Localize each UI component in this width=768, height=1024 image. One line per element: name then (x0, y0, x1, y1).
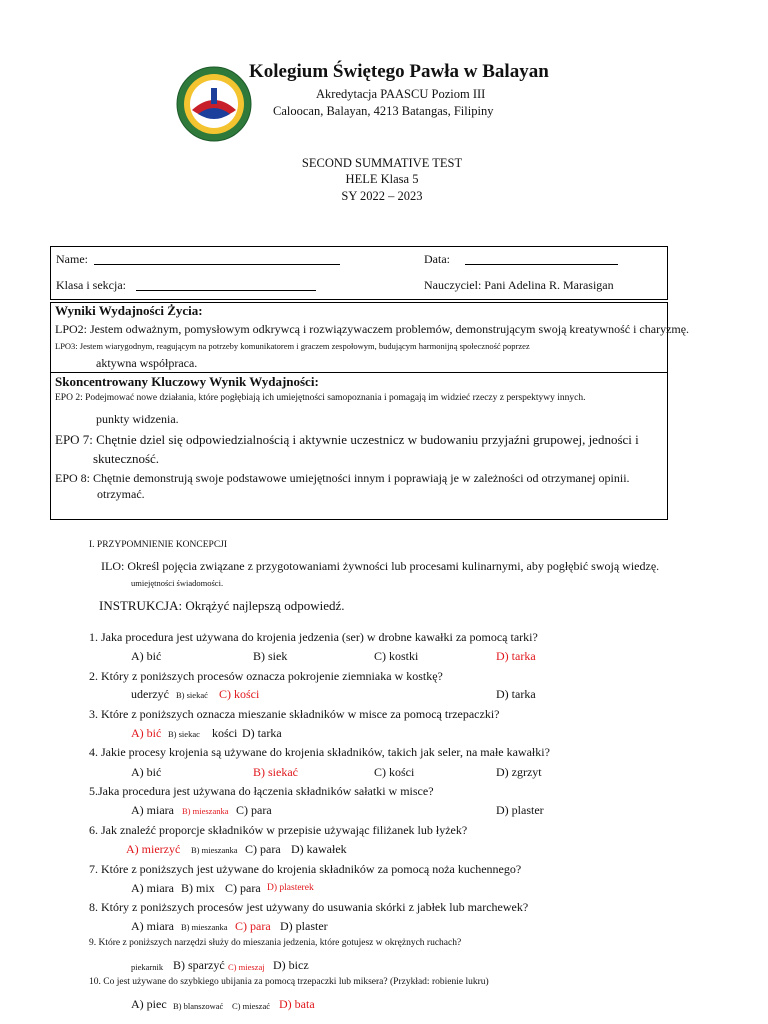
section-heading: I. PRZYPOMNIENIE KONCEPCJI (89, 540, 228, 550)
q8-option-d[interactable]: D) plaster (280, 919, 328, 933)
q3-option-c[interactable]: kości (212, 726, 238, 740)
q4-option-d[interactable]: D) zgrzyt (496, 765, 542, 779)
question-2: 2. Który z poniższych procesów oznacza pokrojenie ziemniaka w kostkę? (89, 669, 443, 683)
question-8: 8. Który z poniższych procesów jest używany do usuwania skórki z jabłek lub marchewek? (89, 900, 529, 914)
test-subject: HELE Klasa 5 (345, 172, 419, 186)
name-field[interactable] (94, 264, 340, 265)
q2-option-b[interactable]: B) siekać (176, 690, 208, 700)
epo7-text: EPO 7: Chętnie dziel się odpowiedzialnością i aktywnie uczestnicz w budowaniu przyjaźni grupowej, jedności i (55, 432, 639, 447)
question-6: 6. Jak znaleźć proporcje składników w przepisie używając filiżanek lub łyżek? (89, 823, 468, 837)
question-1: 1. Jaka procedura jest używana do krojenia jedzenia (ser) w drobne kawałki za pomocą tarki? (89, 630, 538, 644)
question-3: 3. Które z poniższych oznacza mieszanie składników w misce za pomocą trzepaczki? (89, 707, 500, 721)
q9-option-d[interactable]: D) bicz (273, 958, 309, 972)
q2-option-c[interactable]: C) kości (219, 687, 260, 701)
question-4: 4. Jakie procesy krojenia są używane do krojenia składników, takich jak seler, na małe kawałki? (89, 745, 550, 759)
q7-option-c[interactable]: C) para (225, 881, 261, 895)
q4-option-c[interactable]: C) kości (374, 765, 415, 779)
lpo2-text: LPO2: Jestem odważnym, pomysłowym odkrywcą i rozwiązywaczem problemów, demonstrującym swoją kreatywność i charyzmę. (55, 322, 690, 336)
epo8-text: EPO 8: Chętnie demonstrują swoje podstawowe umiejętności innym i poprawiają je w zależności od otrzymanej opinii. (55, 471, 630, 485)
test-title: SECOND SUMMATIVE TEST (301, 156, 463, 170)
q7-option-a[interactable]: A) miara (131, 881, 174, 895)
date-field[interactable] (465, 264, 618, 265)
q4-option-b[interactable]: B) siekać (253, 765, 298, 779)
q6-option-c[interactable]: C) para (245, 842, 281, 856)
q9-option-c[interactable]: C) mieszaj (228, 962, 265, 972)
lpo-heading: Wyniki Wydajności Życia: (55, 303, 203, 318)
school-year: SY 2022 – 2023 (341, 189, 423, 203)
question-9: 9. Które z poniższych narzędzi służy do mieszania jedzenia, które gotujesz w okrężnych ruchach? (89, 938, 462, 948)
q1-option-b[interactable]: B) siek (253, 649, 288, 663)
q6-option-d[interactable]: D) kawałek (291, 842, 347, 856)
question-5: 5.Jaka procedura jest używana do łączenia składników sałatki w misce? (89, 784, 434, 798)
question-7: 7. Które z poniższych jest używane do krojenia składników za pomocą noża kuchennego? (89, 862, 522, 876)
teacher-name: Nauczyciel: Pani Adelina R. Marasigan (424, 278, 614, 292)
q5-option-d[interactable]: D) plaster (496, 803, 544, 817)
class-field[interactable] (136, 290, 316, 291)
q3-option-a[interactable]: A) bić (131, 726, 162, 740)
q2-option-a[interactable]: uderzyć (131, 687, 169, 701)
address: Caloocan, Balayan, 4213 Batangas, Filipiny (273, 104, 494, 118)
accreditation: Akredytacja PAASCU Poziom III (316, 87, 486, 101)
q5-option-a[interactable]: A) miara (131, 803, 174, 817)
epo7-cont: skuteczność. (93, 451, 160, 466)
question-10: 10. Co jest używane do szybkiego ubijania za pomocą trzepaczki lub miksera? (Przykład: robienie lukru) (89, 977, 489, 987)
q5-option-c[interactable]: C) para (236, 803, 272, 817)
q1-option-d[interactable]: D) tarka (496, 649, 536, 663)
q4-option-a[interactable]: A) bić (131, 765, 162, 779)
lpo-divider (50, 372, 668, 373)
q7-option-d[interactable]: D) plasterek (267, 883, 314, 893)
q10-option-b[interactable]: B) blanszować (173, 1001, 224, 1011)
epo2-cont: punkty widzenia. (96, 412, 179, 426)
q6-option-b[interactable]: B) mieszanka (191, 845, 238, 855)
q8-option-a[interactable]: A) miara (131, 919, 174, 933)
q3-option-d[interactable]: D) tarka (242, 726, 282, 740)
class-label: Klasa i sekcja: (56, 278, 126, 292)
q9-option-a[interactable]: piekarnik (131, 962, 164, 972)
q8-option-c[interactable]: C) para (235, 919, 271, 933)
epo-heading: Skoncentrowany Kluczowy Wynik Wydajności: (55, 374, 319, 389)
q10-option-a[interactable]: A) piec (131, 997, 167, 1011)
q10-option-c[interactable]: C) mieszać (232, 1001, 270, 1011)
q7-option-b[interactable]: B) mix (181, 881, 215, 895)
q6-option-a[interactable]: A) mierzyć (126, 842, 181, 856)
epo8-cont: otrzymać. (97, 487, 145, 501)
ilo-text: ILO: Określ pojęcia związane z przygotowaniami żywności lub procesami kulinarnymi, aby pogłębić swoją wiedzę. (101, 559, 660, 573)
q5-option-b[interactable]: B) mieszanka (182, 806, 229, 816)
ilo-cont: umiejętności świadomości. (131, 578, 224, 588)
college-logo (176, 66, 252, 142)
date-label: Data: (424, 252, 450, 266)
college-name: Kolegium Świętego Pawła w Balayan (249, 61, 549, 82)
lpo3-cont: aktywna współpraca. (96, 356, 198, 370)
name-label: Name: (56, 252, 88, 266)
q8-option-b[interactable]: B) mieszanka (181, 922, 228, 932)
q3-option-b[interactable]: B) siekac (168, 729, 200, 739)
q10-option-d[interactable]: D) bata (279, 997, 315, 1011)
q1-option-a[interactable]: A) bić (131, 649, 162, 663)
q2-option-d[interactable]: D) tarka (496, 687, 536, 701)
epo2-text: EPO 2: Podejmować nowe działania, które pogłębiają ich umiejętności samopoznania i pomagają im widzieć rzeczy z perspektywy innych. (55, 393, 586, 403)
q1-option-c[interactable]: C) kostki (374, 649, 419, 663)
instruction: INSTRUKCJA: Okrążyć najlepszą odpowiedź. (99, 598, 345, 613)
q9-option-b[interactable]: B) sparzyć (173, 958, 225, 972)
lpo3-text: LPO3: Jestem wiarygodnym, reagującym na potrzeby komunikatorem i graczem zespołowym, budującym harmonijną społeczność poprzez (55, 341, 530, 351)
